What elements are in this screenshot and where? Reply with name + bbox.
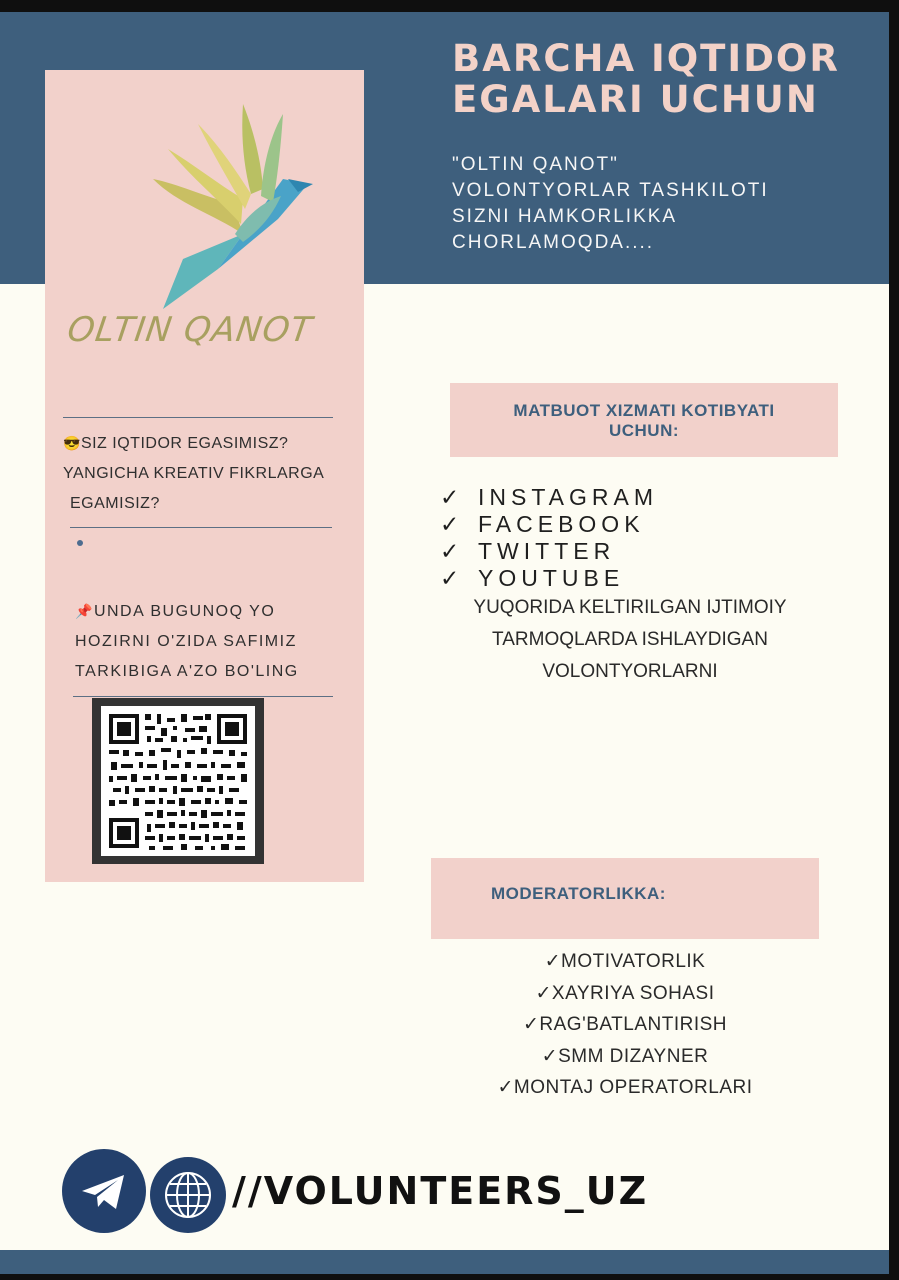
join-line-2: HOZIRNI O'ZIDA SAFIMIZ	[75, 633, 297, 650]
divider	[73, 696, 333, 697]
divider	[63, 417, 333, 418]
press-service-box	[450, 383, 838, 457]
social-facebook: FACEBOOK	[478, 511, 645, 537]
list-item: ✓RAG'BATLANTIRISH	[522, 1014, 727, 1035]
sunglasses-emoji-icon: 😎	[63, 435, 81, 451]
list-item	[440, 511, 860, 538]
headline	[452, 38, 872, 120]
invite-line-1: "OLTIN QANOT"	[452, 154, 619, 175]
qr-code-icon	[101, 706, 255, 856]
check-icon: ✓	[440, 484, 460, 510]
moderation-box	[431, 858, 819, 939]
social-note-line-1: YUQORIDA KELTIRILGAN IJTIMOIY	[473, 597, 787, 618]
invite-line-3: SIZNI HAMKORLIKKA	[452, 206, 678, 227]
question-text	[63, 428, 353, 519]
social-list	[440, 484, 860, 592]
invite-line-4: CHORLAMOQDA....	[452, 232, 655, 253]
list-item: ✓MONTAJ OPERATORLARI	[497, 1077, 753, 1098]
list-item	[440, 484, 860, 511]
divider	[70, 527, 332, 528]
join-text	[75, 596, 355, 687]
moderation-list	[431, 946, 819, 1104]
list-item	[440, 538, 860, 565]
list-item: ✓XAYRIYA SOHASI	[535, 982, 715, 1004]
press-title-line-1: MATBUOT XIZMATI KOTIBYATI	[513, 401, 775, 420]
logo-text: OLTIN QANOT	[64, 310, 316, 350]
press-title-line-2: UCHUN:	[608, 421, 680, 440]
social-twitter: TWITTER	[478, 538, 616, 564]
qr-code[interactable]	[92, 698, 264, 864]
join-line-1: UNDA BUGUNOQ YO	[93, 603, 276, 620]
side-panel	[45, 70, 364, 882]
social-youtube: YOUTUBE	[478, 565, 625, 591]
invite-text	[452, 152, 872, 256]
bird-icon	[123, 84, 313, 314]
moderation-title: MODERATORLIKKA:	[491, 884, 666, 903]
check-icon: ✓	[440, 565, 460, 591]
social-note	[440, 592, 820, 688]
poster	[0, 12, 889, 1274]
question-line-1: SIZ IQTIDOR EGASIMISZ?	[80, 435, 289, 452]
join-line-3: TARKIBIGA A'ZO BO'LING	[75, 663, 299, 680]
list-item: ✓MOTIVATORLIK	[544, 951, 706, 972]
question-line-2: YANGICHA KREATIV FIKRLARGA	[63, 465, 325, 482]
headline-line-2: EGALARI UCHUN	[452, 78, 819, 121]
question-line-3: EGAMISIZ?	[70, 495, 160, 512]
social-handle[interactable]: //VOLUNTEERS_UZ	[232, 1169, 649, 1213]
social-instagram: INSTAGRAM	[478, 484, 659, 510]
invite-line-2: VOLONTYORLAR TASHKILOTI	[452, 180, 769, 201]
globe-icon[interactable]	[150, 1157, 226, 1233]
social-note-line-2: TARMOQLARDA ISHLAYDIGAN	[492, 629, 768, 650]
check-icon: ✓	[440, 538, 460, 564]
list-item: ✓SMM DIZAYNER	[541, 1045, 709, 1067]
list-item	[440, 565, 860, 592]
footer-band	[0, 1250, 889, 1274]
telegram-icon[interactable]	[62, 1149, 146, 1233]
headline-line-1: BARCHA IQTIDOR	[452, 37, 840, 80]
check-icon: ✓	[440, 511, 460, 537]
social-note-line-3: VOLONTYORLARNI	[542, 661, 718, 682]
pushpin-emoji-icon: 📌	[75, 603, 94, 619]
bullet-dot	[77, 540, 83, 546]
